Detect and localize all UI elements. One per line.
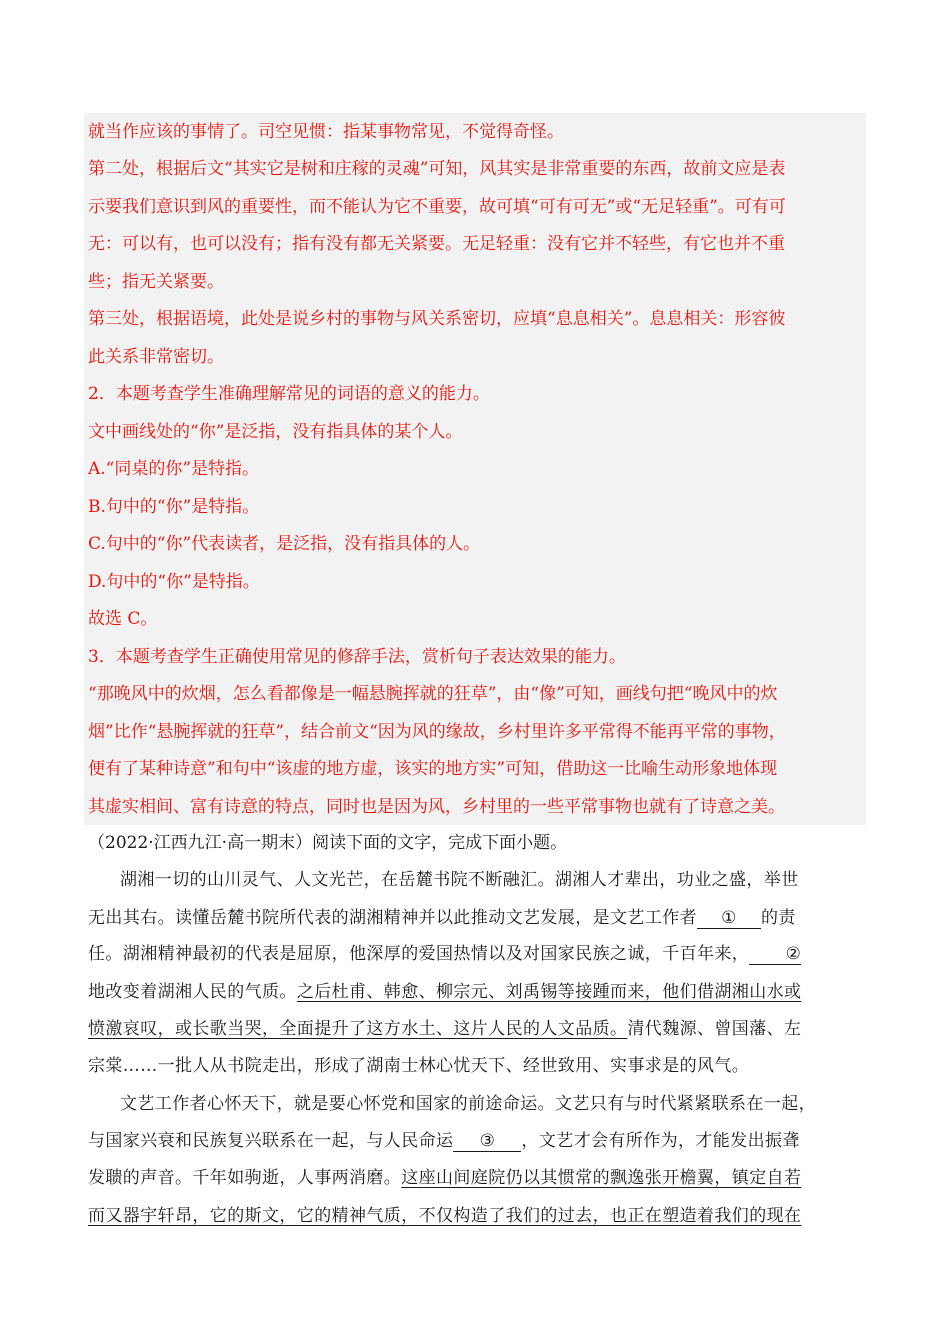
passage-text: ，文艺才会有所作为，才能发出振聋: [521, 1131, 800, 1151]
answer-line: 故选 C。: [88, 609, 158, 629]
passage-line: 湖湘一切的山川灵气、人文光芒，在岳麓书院不断融汇。湖湘人才辈出，功业之盛，举世: [120, 870, 799, 890]
passage-line: [88, 1204, 868, 1228]
underlined-sentence: 这座山间庭院仍以其惯常的飘逸张开檐翼，镇定自若: [401, 1168, 802, 1188]
passage-text: 发聩的声音。千年如驹逝，人事两消磨。: [88, 1168, 402, 1188]
answer-line: 些；指无关紧要。: [88, 272, 224, 292]
answer-line: 文中画线处的“你”是泛指，没有指具体的某个人。: [88, 422, 463, 442]
passage-text: 无出其右。读懂岳麓书院所代表的湖湘精神并以此推动文艺发展，是文艺工作者: [88, 908, 697, 928]
answer-line: B.句中的“你”是特指。: [88, 497, 260, 517]
passage-line: [88, 1129, 868, 1153]
answer-line: 无：可以有，也可以没有；指有没有都无关紧要。无足轻重：没有它并不轻些，有它也并不重: [88, 234, 785, 254]
answer-line: 其虚实相间、富有诗意的特点，同时也是因为风，乡村里的一些平常事物也就有了诗意之美。: [88, 797, 785, 817]
passage-text: 的责: [761, 908, 796, 928]
answer-line: 就当作应该的事情了。司空见惯：指某事物常见，不觉得奇怪。: [88, 122, 564, 142]
passage-text: 任。湖湘精神最初的代表是屈原，他深厚的爱国热情以及对国家民族之诚，千百年来，: [88, 944, 750, 964]
answer-line: 3．本题考查学生正确使用常见的修辞手法，赏析句子表达效果的能力。: [88, 647, 626, 667]
passage-line: [88, 980, 868, 1004]
answer-line: C.句中的“你”代表读者，是泛指，没有指具体的人。: [88, 534, 481, 554]
answer-line: 2．本题考查学生准确理解常见的词语的意义的能力。: [88, 384, 490, 404]
answer-line: 便有了某种诗意”和句中“该虚的地方虚，该实的地方实”可知，借助这一比喻生动形象地体现: [88, 759, 778, 779]
underlined-sentence: 而又器宇轩昂，它的斯文，它的精神气质，不仅构造了我们的过去，也正在塑造着我们的现在: [88, 1206, 802, 1226]
underlined-sentence: 愤激哀叹，或长歌当哭，全面提升了这方水土、这片人民的人文品质。: [88, 1019, 628, 1039]
blank-1: ①: [697, 908, 761, 929]
answer-line: “那晚风中的炊烟，怎么看都像是一幅悬腕挥就的狂草”，由“像”可知，画线句把“晚风中的炊: [88, 684, 778, 704]
passage-line: [88, 1017, 868, 1041]
blank-2: ②: [749, 944, 801, 965]
answer-line: 第三处，根据语境，此处是说乡村的事物与风关系密切，应填“息息相关”。息息相关：形容彼: [88, 309, 786, 329]
underlined-sentence: 之后杜甫、韩愈、柳宗元、刘禹锡等接踵而来，他们借湖湘山水或: [296, 982, 802, 1002]
answer-line: 示要我们意识到风的重要性，而不能认为它不重要，故可填“可有可无”或“无足轻重”。可有可: [88, 197, 786, 217]
blank-3: ③: [453, 1131, 521, 1152]
passage-line: [88, 1166, 868, 1190]
passage-text: 清代魏源、曾国藩、左: [627, 1019, 802, 1039]
passage-line: [88, 906, 868, 930]
question-source: （2022·江西九江·高一期末）阅读下面的文字，完成下面小题。: [88, 833, 568, 853]
passage-text: 与国家兴衰和民族复兴联系在一起，与人民命运: [88, 1131, 454, 1151]
passage-text: 地改变着湖湘人民的气质。: [88, 982, 297, 1002]
passage-line: [88, 942, 868, 966]
answer-line: 第二处，根据后文“其实它是树和庄稼的灵魂”可知，风其实是非常重要的东西，故前文应是表: [88, 159, 786, 179]
passage-line: 宗棠……一批人从书院走出，形成了湖南士林心忧天下、经世致用、实事求是的风气。: [88, 1056, 750, 1076]
answer-line: A.“同桌的你”是特指。: [88, 459, 260, 479]
answer-line: D.句中的“你”是特指。: [88, 572, 260, 592]
passage-line: 文艺工作者心怀天下，就是要心怀党和国家的前途命运。文艺只有与时代紧紧联系在一起，: [120, 1094, 816, 1114]
answer-line: 此关系非常密切。: [88, 347, 224, 367]
answer-line: 烟”比作“悬腕挥就的狂草”，结合前文“因为风的缘故，乡村里许多平常得不能再平常的事物，: [88, 722, 786, 742]
